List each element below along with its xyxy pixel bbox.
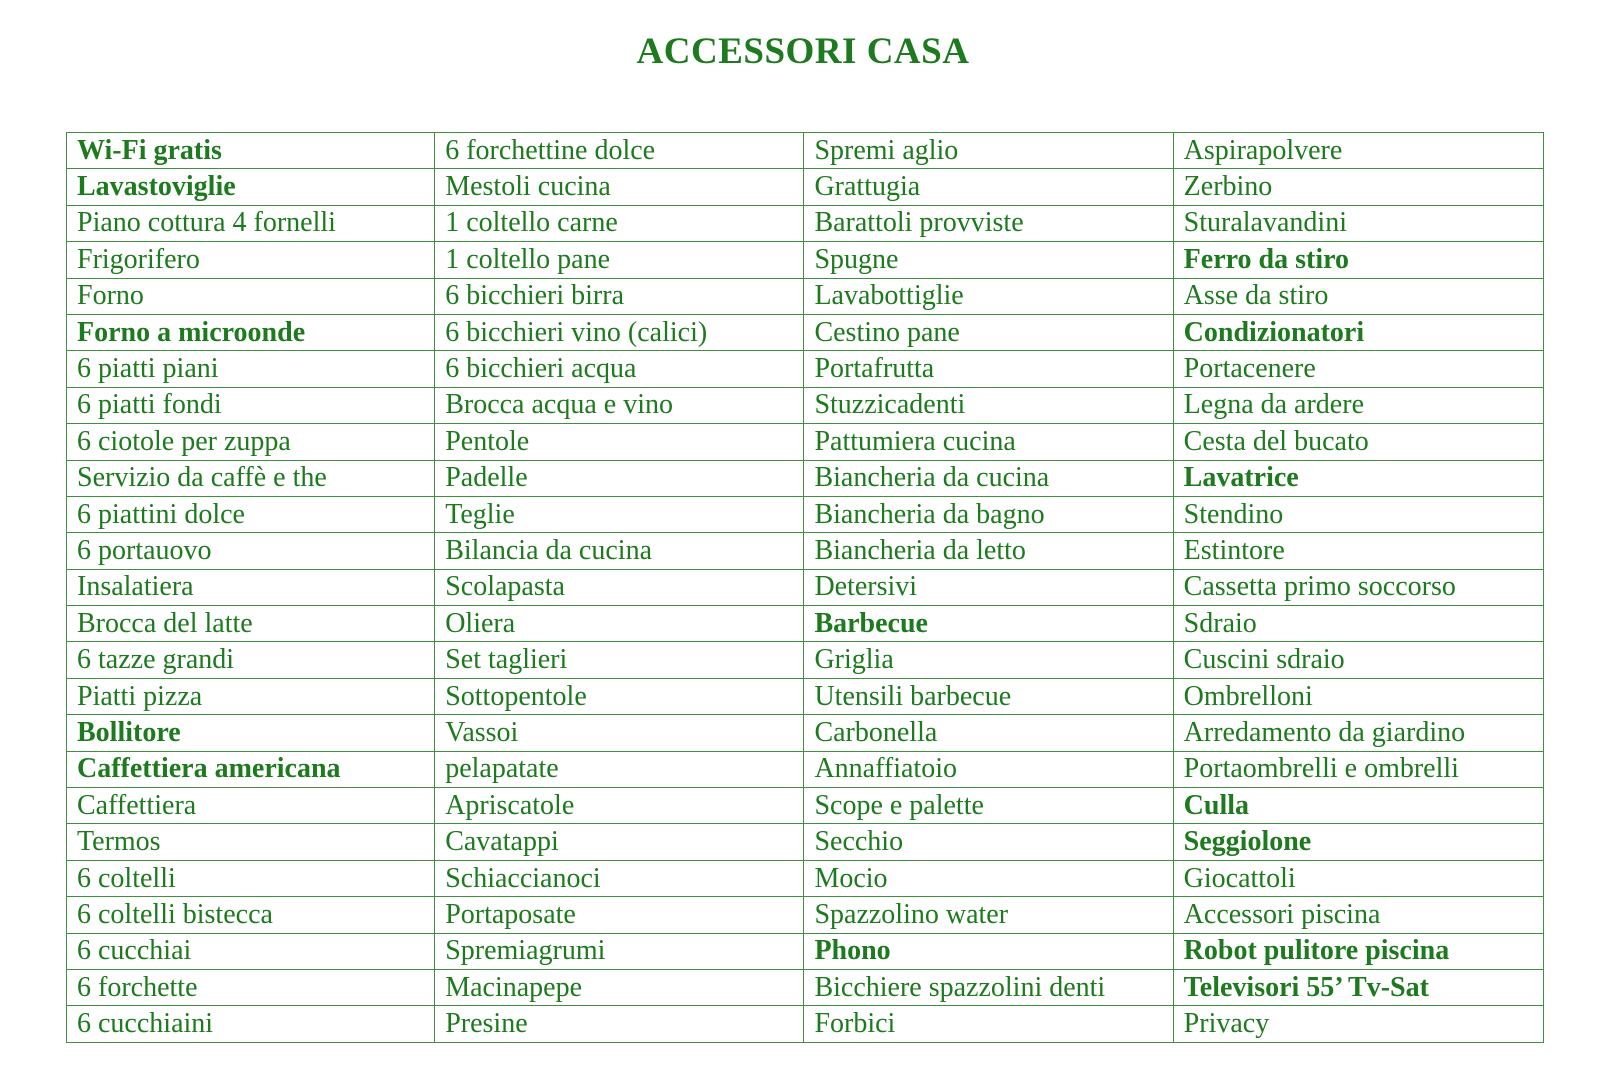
table-cell: Spugne	[804, 242, 1173, 278]
table-row	[67, 205, 1544, 241]
table-cell: Barattoli provviste	[804, 205, 1173, 241]
table-cell: Portacenere	[1173, 351, 1543, 387]
table-cell: Phono	[804, 933, 1173, 969]
table-cell: Grattugia	[804, 169, 1173, 205]
table-cell: Accessori piscina	[1173, 897, 1543, 933]
table-cell: Presine	[435, 1006, 804, 1042]
table-row	[67, 860, 1544, 896]
accessories-table	[66, 132, 1544, 1043]
table-cell: Vassoi	[435, 715, 804, 751]
table-cell: Portaombrelli e ombrelli	[1173, 751, 1543, 787]
table-cell: Bilancia da cucina	[435, 533, 804, 569]
table-cell: Cestino pane	[804, 314, 1173, 350]
table-cell: Seggiolone	[1173, 824, 1543, 860]
table-cell: Wi-Fi gratis	[67, 133, 435, 169]
table-row	[67, 387, 1544, 423]
table-cell: Portafrutta	[804, 351, 1173, 387]
table-row	[67, 788, 1544, 824]
table-cell: Forno	[67, 278, 435, 314]
table-row	[67, 933, 1544, 969]
table-row	[67, 242, 1544, 278]
table-cell: Griglia	[804, 642, 1173, 678]
table-row	[67, 278, 1544, 314]
table-cell: Piano cottura 4 fornelli	[67, 205, 435, 241]
table-cell: Annaffiatoio	[804, 751, 1173, 787]
table-cell: 6 cucchiaini	[67, 1006, 435, 1042]
table-cell: Estintore	[1173, 533, 1543, 569]
table-cell: 6 coltelli bistecca	[67, 897, 435, 933]
table-row	[67, 715, 1544, 751]
table-cell: Caffettiera americana	[67, 751, 435, 787]
table-cell: Biancheria da cucina	[804, 460, 1173, 496]
table-cell: Spremiagrumi	[435, 933, 804, 969]
table-cell: Padelle	[435, 460, 804, 496]
table-row	[67, 424, 1544, 460]
table-cell: Robot pulitore piscina	[1173, 933, 1543, 969]
table-cell: 6 piattini dolce	[67, 496, 435, 532]
table-cell: 6 forchette	[67, 969, 435, 1005]
table-cell: 6 bicchieri vino (calici)	[435, 314, 804, 350]
table-cell: 6 piatti piani	[67, 351, 435, 387]
table-cell: Teglie	[435, 496, 804, 532]
table-cell: Piatti pizza	[67, 678, 435, 714]
table-cell: Caffettiera	[67, 788, 435, 824]
table-cell: Forbici	[804, 1006, 1173, 1042]
table-cell: Spazzolino water	[804, 897, 1173, 933]
table-row	[67, 824, 1544, 860]
table-cell: Biancheria da letto	[804, 533, 1173, 569]
table-cell: Giocattoli	[1173, 860, 1543, 896]
table-cell: 6 bicchieri birra	[435, 278, 804, 314]
table-cell: Detersivi	[804, 569, 1173, 605]
table-cell: Macinapepe	[435, 969, 804, 1005]
table-row	[67, 678, 1544, 714]
table-cell: 6 coltelli	[67, 860, 435, 896]
table-cell: pelapatate	[435, 751, 804, 787]
table-cell: 1 coltello carne	[435, 205, 804, 241]
table-cell: Servizio da caffè e the	[67, 460, 435, 496]
table-cell: Carbonella	[804, 715, 1173, 751]
table-row	[67, 533, 1544, 569]
table-cell: Zerbino	[1173, 169, 1543, 205]
table-cell: Scolapasta	[435, 569, 804, 605]
table-cell: Secchio	[804, 824, 1173, 860]
table-cell: Brocca acqua e vino	[435, 387, 804, 423]
table-cell: 6 tazze grandi	[67, 642, 435, 678]
table-cell: Asse da stiro	[1173, 278, 1543, 314]
table-cell: 6 ciotole per zuppa	[67, 424, 435, 460]
table-cell: Schiaccianoci	[435, 860, 804, 896]
table-cell: Bicchiere spazzolini denti	[804, 969, 1173, 1005]
table-cell: Ferro da stiro	[1173, 242, 1543, 278]
table-cell: Pentole	[435, 424, 804, 460]
table-cell: Stendino	[1173, 496, 1543, 532]
table-row	[67, 460, 1544, 496]
table-cell: Oliera	[435, 606, 804, 642]
table-cell: Cesta del bucato	[1173, 424, 1543, 460]
table-cell: Lavatrice	[1173, 460, 1543, 496]
table-row	[67, 606, 1544, 642]
table-cell: Lavabottiglie	[804, 278, 1173, 314]
table-cell: Cassetta primo soccorso	[1173, 569, 1543, 605]
table-row	[67, 351, 1544, 387]
table-row	[67, 969, 1544, 1005]
table-cell: Brocca del latte	[67, 606, 435, 642]
table-cell: 6 cucchiai	[67, 933, 435, 969]
table-row	[67, 569, 1544, 605]
table-cell: Barbecue	[804, 606, 1173, 642]
table-cell: Bollitore	[67, 715, 435, 751]
table-row	[67, 314, 1544, 350]
table-cell: Insalatiera	[67, 569, 435, 605]
table-cell: Biancheria da bagno	[804, 496, 1173, 532]
table-cell: Utensili barbecue	[804, 678, 1173, 714]
table-cell: 6 portauovo	[67, 533, 435, 569]
table-cell: Sottopentole	[435, 678, 804, 714]
table-cell: Cuscini sdraio	[1173, 642, 1543, 678]
table-cell: Cavatappi	[435, 824, 804, 860]
table-cell: Spremi aglio	[804, 133, 1173, 169]
table-cell: 6 bicchieri acqua	[435, 351, 804, 387]
table-cell: Lavastoviglie	[67, 169, 435, 205]
table-cell: Termos	[67, 824, 435, 860]
table-cell: Frigorifero	[67, 242, 435, 278]
table-cell: Apriscatole	[435, 788, 804, 824]
table-cell: Culla	[1173, 788, 1543, 824]
table-row	[67, 1006, 1544, 1042]
table-row	[67, 169, 1544, 205]
table-cell: Portaposate	[435, 897, 804, 933]
page-title: ACCESSORI CASA	[636, 31, 970, 72]
table-cell: Mestoli cucina	[435, 169, 804, 205]
table-cell: 6 forchettine dolce	[435, 133, 804, 169]
table-row	[67, 751, 1544, 787]
table-row	[67, 897, 1544, 933]
table-cell: Ombrelloni	[1173, 678, 1543, 714]
table-cell: Legna da ardere	[1173, 387, 1543, 423]
table-cell: 6 piatti fondi	[67, 387, 435, 423]
table-cell: Condizionatori	[1173, 314, 1543, 350]
table-row	[67, 496, 1544, 532]
table-cell: Mocio	[804, 860, 1173, 896]
table-cell: Stuzzicadenti	[804, 387, 1173, 423]
table-cell: Sturalavandini	[1173, 205, 1543, 241]
table-cell: Sdraio	[1173, 606, 1543, 642]
table-row	[67, 133, 1544, 169]
table-cell: Set taglieri	[435, 642, 804, 678]
table-cell: 1 coltello pane	[435, 242, 804, 278]
table-cell: Televisori 55’ Tv-Sat	[1173, 969, 1543, 1005]
table-cell: Arredamento da giardino	[1173, 715, 1543, 751]
table-cell: Pattumiera cucina	[804, 424, 1173, 460]
table-cell: Privacy	[1173, 1006, 1543, 1042]
table-cell: Forno a microonde	[67, 314, 435, 350]
accessories-table-body	[67, 133, 1544, 1043]
table-row	[67, 642, 1544, 678]
table-cell: Scope e palette	[804, 788, 1173, 824]
table-cell: Aspirapolvere	[1173, 133, 1543, 169]
